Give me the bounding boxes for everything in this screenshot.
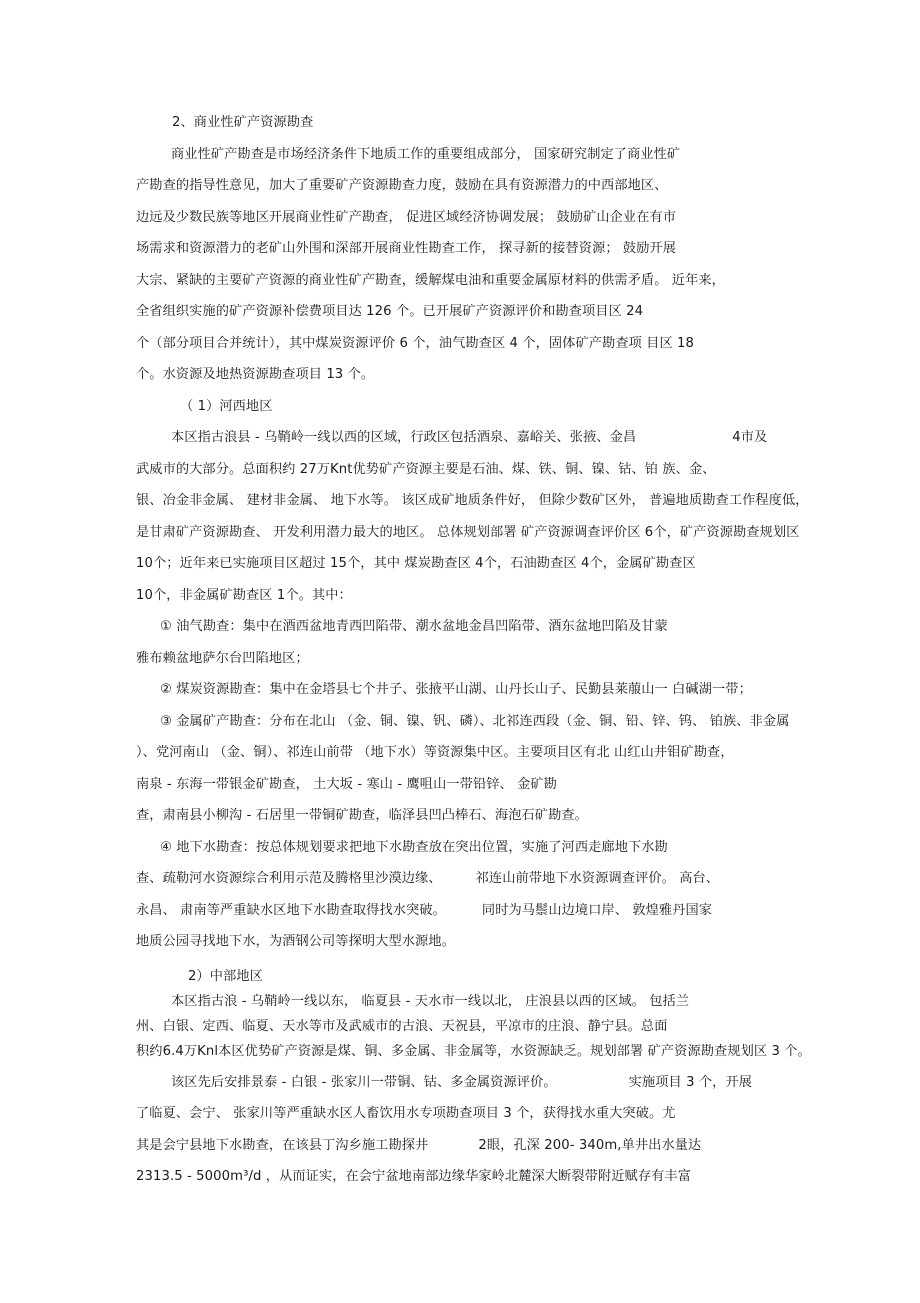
text-line xyxy=(136,870,719,888)
subsection-heading: 2）中部地区 xyxy=(188,969,263,984)
text-line: 银、冶金非金属、 建材非金属、 地下水等。 该区成矿地质条件好， 但除少数矿区外， 普遍地质勘查工作程度低， xyxy=(136,493,809,508)
section-heading: 2、商业性矿产资源勘查 xyxy=(172,115,314,130)
text-line: 州、白银、定西、临夏、天水等市及武威市的古浪、天祝县，平凉市的庄浪、静宁县。总面 xyxy=(136,1019,668,1034)
list-item: ① 油气勘查：集中在酒西盆地青西凹陷带、潮水盆地金昌凹陷带、酒东盆地凹陷及甘蒙 xyxy=(160,619,668,634)
text-line: 全省组织实施的矿产资源补偿费项目达 126 个。已开展矿产资源评价和勘查项目区 24 xyxy=(136,304,644,319)
text-line: 个（部分项目合并统计），其中煤炭资源评价 6 个，油气勘查区 4 个，固体矿产勘查项 目区 18 xyxy=(136,336,695,351)
text-line: 南泉 - 东海一带银金矿勘查， 土大坂 - 寒山 - 鹰咀山一带铅锌、 金矿勘 xyxy=(136,777,557,792)
text-line: 是甘肃矿产资源勘查、 开发利用潜力最大的地区。 总体规划部署 矿产资源调查评价区 6个，矿产资源勘查规划区 xyxy=(136,525,800,540)
text-segment: 查、疏勒河水资源综合利用示范及腾格里沙漠边缘、 xyxy=(136,871,442,886)
text-segment: 永昌、 肃南等严重缺水区地下水勘查取得找水突破。 xyxy=(136,903,446,918)
text-line: 了临夏、会宁、 张家川等严重缺水区人畜饮用水专项勘查项目 3 个，获得找水重大突破。尤 xyxy=(136,1106,676,1121)
text-line: 个。水资源及地热资源勘查项目 13 个。 xyxy=(136,367,375,382)
text-line: 2313.5 - 5000m³/d ，从而证实，在会宁盆地南部边缘华家岭北麓深大断裂带附近赋存有丰富 xyxy=(136,1169,691,1184)
text-line xyxy=(136,1137,701,1155)
text-segment: 同时为马鬃山边境口岸、 敦煌雅丹国家 xyxy=(481,903,713,918)
list-item: ④ 地下水勘查：按总体规划要求把地下水勘查放在突出位置，实施了河西走廊地下水勘 xyxy=(160,840,668,855)
text-line: 大宗、紧缺的主要矿产资源的商业性矿产勘查，缓解煤电油和重要金属原材料的供需矛盾。 近年来， xyxy=(136,273,725,288)
subsection-heading: （ 1）河西地区 xyxy=(180,399,273,414)
text-line: 积约6.4万Knl本区优势矿产资源是煤、铜、多金属、非金属等，水资源缺乏。规划部署 矿产资源勘查规划区 3 个。 xyxy=(136,1044,811,1059)
list-item: ② 煤炭资源勘查：集中在金塔县七个井子、张掖平山湖、山丹长山子、民勤县莱菔山一 白碱湖一带； xyxy=(160,682,752,697)
text-line: 10个，非金属矿勘查区 1个。其中： xyxy=(136,588,352,603)
text-line: ）、党河南山 （金、铜）、祁连山前带 （地下水）等资源集中区。主要项目区有北 山红山井钼矿勘查， xyxy=(136,745,734,760)
text-line: 本区指古浪 - 乌鞘岭一线以东， 临夏县 - 天水市一线以北， 庄浪县以西的区域。 包括兰 xyxy=(171,994,690,1009)
text-line: 商业性矿产勘查是市场经济条件下地质工作的重要组成部分， 国家研究制定了商业性矿 xyxy=(171,147,681,162)
text-segment: 本区指古浪县 - 乌鞘岭一线以西的区域，行政区包括酒泉、嘉峪关、张掖、金昌 xyxy=(171,430,637,445)
text-line: 边远及少数民族等地区开展商业性矿产勘查， 促进区域经济协调发展； 鼓励矿山企业在有市 xyxy=(136,210,677,225)
text-segment: 2眼，孔深 200- 340m,单井出水量达 xyxy=(478,1138,702,1153)
text-line: 武威市的大部分。总面积约 27万Knt优势矿产资源主要是石油、煤、铁、铜、镍、钴、铂 族、金、 xyxy=(136,462,716,477)
list-item: ③ 金属矿产勘查：分布在北山 （金、铜、镍、钒、磷）、北祁连西段（金、铜、铅、锌、钨、 铂族、非金属 xyxy=(160,714,790,729)
text-line: 地质公园寻找地下水，为酒钢公司等探明大型水源地。 xyxy=(136,934,455,949)
text-line xyxy=(136,902,712,920)
text-segment: 实施项目 3 个，开展 xyxy=(628,1075,753,1090)
text-line xyxy=(171,1074,752,1092)
text-segment: 该区先后安排景泰 - 白银 - 张家川一带铜、钴、多金属资源评价。 xyxy=(171,1075,557,1090)
text-segment: 4市及 xyxy=(732,430,768,445)
text-segment: 其是会宁县地下水勘查，在该县丁沟乡施工勘探井 xyxy=(136,1138,429,1153)
text-line: 雅布赖盆地萨尔台凹陷地区； xyxy=(136,651,309,666)
text-line: 产勘查的指导性意见，加大了重要矿产资源勘查力度，鼓励在具有资源潜力的中西部地区、 xyxy=(136,178,668,193)
text-line: 10个；近年来已实施项目区超过 15个，其中 煤炭勘查区 4个，石油勘查区 4个，金属矿勘查区 xyxy=(136,556,696,571)
text-line: 查，肃南县小柳沟 - 石居里一带铜矿勘查，临泽县凹凸棒石、海泡石矿勘查。 xyxy=(136,808,588,823)
text-line xyxy=(171,429,767,447)
text-line: 场需求和资源潜力的老矿山外围和深部开展商业性勘查工作， 探寻新的接替资源； 鼓励开展 xyxy=(136,241,677,256)
text-segment: 祁连山前带地下水资源调查评价。 高台、 xyxy=(475,871,720,886)
